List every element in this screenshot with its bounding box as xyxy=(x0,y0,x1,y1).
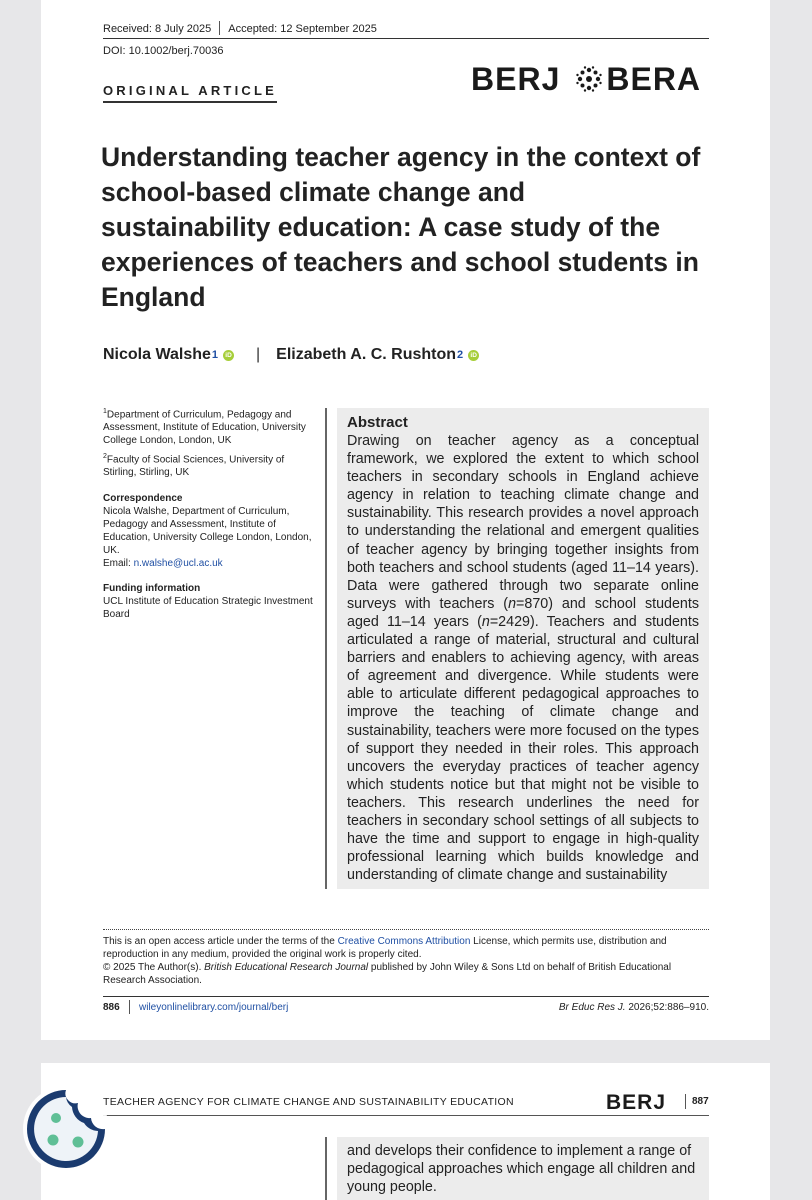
running-head: TEACHER AGENCY FOR CLIMATE CHANGE AND SUSTAINABILITY EDUCATION xyxy=(103,1096,514,1108)
abstract-n: n xyxy=(481,613,490,630)
copyright-text: published by John Wiley & Sons Ltd on behalf of British Educational Research Association. xyxy=(103,962,672,986)
license-text: License, which permits use, distribution and reproduction in any medium, provided the original work is properly cited. xyxy=(103,936,667,960)
license-divider xyxy=(103,929,709,930)
correspondence-text: Nicola Walshe, Department of Curriculum, Pedagogy and Assessment, Institute of Education, University College London, London, UK. xyxy=(103,506,312,556)
email-label: Email: xyxy=(103,558,131,569)
author-name[interactable]: Elizabeth A. C. Rushton xyxy=(276,346,457,363)
correspondence-heading: Correspondence xyxy=(103,493,183,504)
affiliation-2 xyxy=(103,450,313,479)
affiliation-number: 1 xyxy=(103,408,107,415)
affiliation-1 xyxy=(103,405,313,447)
cc-license-link[interactable]: Creative Commons Attribution xyxy=(337,936,471,947)
abstract-part: =2429). Teachers and students articulated a range of material, structural and cultural barriers and enablers to achieving agency, with areas of agreement and divergence. While students were able to articulate different pedagogical approaches to improve the teaching of climate change and sustainability, teachers were more focused on the types of support they needed in their roles. This approach uncovers the everyday practices of teacher agency which students notice but that might not be visible to teachers. This research underlines the need for teachers in secondary school settings of all subjects to have the time and support to engage in high-quality professional learning which builds knowledge and understanding of climate change and sustainability xyxy=(347,613,699,884)
abstract-rule xyxy=(325,1137,327,1200)
affiliation-marker[interactable]: 1 xyxy=(211,349,219,361)
author-separator: | xyxy=(256,346,261,363)
berj-logo: BERJ xyxy=(471,61,561,97)
license-notice xyxy=(103,935,713,987)
license-text: This is an open access article under the terms of the xyxy=(103,936,338,947)
abstract-continuation: and develops their confidence to implement a range of pedagogical approaches which engage all children and young people. xyxy=(347,1143,696,1196)
abstract-n: n xyxy=(508,595,517,612)
affiliation-text: Department of Curriculum, Pedagogy and Assessment, Institute of Education, University College London, London, UK xyxy=(103,409,306,447)
received-accepted-line xyxy=(103,21,377,35)
journal-name: British Educational Research Journal xyxy=(204,962,369,973)
divider xyxy=(219,21,220,35)
accepted-date: Accepted: 12 September 2025 xyxy=(228,23,377,35)
copyright-text: © 2025 The Author(s). xyxy=(103,962,205,973)
page-number: 887 xyxy=(692,1096,709,1107)
header-divider xyxy=(685,1094,686,1109)
article-type: ORIGINAL ARTICLE xyxy=(103,83,277,103)
page-number: 886 xyxy=(103,1002,120,1013)
abstract-part: =870) and school students aged 11–14 years ( xyxy=(347,595,699,630)
journal-logos xyxy=(471,61,702,97)
abstract-heading: Abstract xyxy=(347,414,408,431)
berj-logo: BERJ xyxy=(606,1091,667,1114)
citation-details: 2026;52:886–910. xyxy=(625,1002,709,1013)
received-date: Received: 8 July 2025 xyxy=(103,23,212,35)
correspondence-email-line xyxy=(103,557,313,570)
abstract-part: Drawing on teacher agency as a conceptual framework, we explored the extent to which school teachers in secondary schools in England achieve agency in relation to teaching climate change and sustainability. This research provides a novel approach to understanding the relational and emergent qualities of teacher agency by bringing together insights from both teachers and school students (aged 11–14 years). Data were gathered through two separate online surveys with teachers ( xyxy=(347,433,699,612)
funding-heading: Funding information xyxy=(103,583,201,594)
citation-journal: Br Educ Res J. xyxy=(558,1002,626,1013)
orcid-icon[interactable]: iD xyxy=(468,350,479,361)
correspondence xyxy=(103,492,313,570)
orcid-icon[interactable]: iD xyxy=(223,350,234,361)
article-title: Understanding teacher agency in the context of school-based climate change and sustainability education: A case study of the experiences of teachers and school students in England xyxy=(101,142,701,312)
author-name[interactable]: Nicola Walshe xyxy=(103,346,211,363)
abstract-rule xyxy=(325,408,327,889)
funding-text: UCL Institute of Education Strategic Investment Board xyxy=(103,596,313,620)
bera-logo: BERA xyxy=(606,61,702,97)
journal-url-link[interactable]: wileyonlinelibrary.com/journal/berj xyxy=(139,1002,289,1013)
footer-divider xyxy=(129,1000,130,1014)
page-887 xyxy=(41,1063,770,1200)
email-link[interactable]: n.walshe@ucl.ac.uk xyxy=(133,558,223,569)
doi[interactable]: DOI: 10.1002/berj.70036 xyxy=(103,45,224,57)
page-886 xyxy=(41,0,770,1040)
top-rule xyxy=(103,38,709,39)
funding xyxy=(103,582,313,621)
header-rule xyxy=(103,1115,709,1116)
footer-rule xyxy=(103,996,709,997)
author-list xyxy=(103,346,479,364)
bera-mark-icon xyxy=(576,66,602,92)
cookie-icon[interactable] xyxy=(22,1085,110,1173)
affiliation-text: Faculty of Social Sciences, University of Stirling, Stirling, UK xyxy=(103,454,285,479)
citation xyxy=(559,1002,709,1013)
abstract-text xyxy=(347,432,699,884)
affiliation-marker[interactable]: 2 xyxy=(457,349,464,361)
affiliation-number: 2 xyxy=(103,453,107,460)
